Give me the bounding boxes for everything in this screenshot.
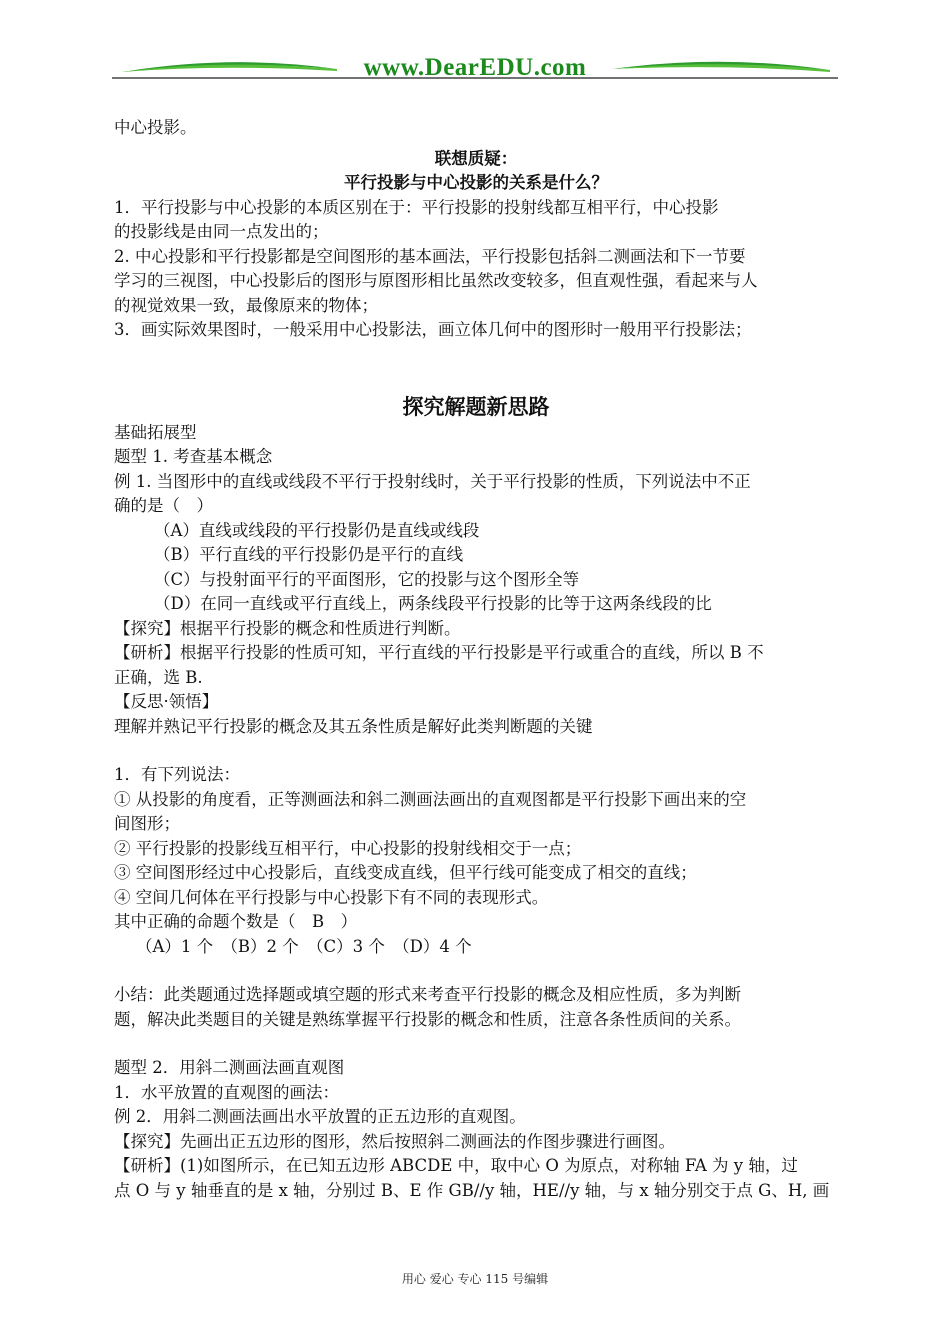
text-line: ④ 空间几何体在平行投影与中心投影下有不同的表现形式。 (114, 887, 549, 907)
text-line: 【研析】根据平行投影的性质可知，平行直线的平行投影是平行或重合的直线，所以 B 不 (114, 643, 764, 662)
spacer (114, 1032, 838, 1056)
spacer (114, 739, 838, 763)
spacer (114, 959, 838, 983)
text-line: 题，解决此类题目的关键是熟练掌握平行投影的概念和性质，注意各条性质间的关系。 (114, 1009, 741, 1029)
text-line: 点 O 与 y 轴垂直的是 x 轴，分别过 B、E 作 GB//y 轴，HE//y 轴，与 x 轴分别交于点 G、H, 画 (114, 1180, 830, 1200)
subheading: 联想质疑： (434, 148, 518, 168)
text-line: 1．有下列说法： (114, 765, 240, 784)
text-line: 【反思·领悟】 (114, 692, 219, 711)
text-line: 题型 1. 考查基本概念 (114, 447, 273, 466)
document-body (114, 116, 838, 1203)
section-title: 探究解题新思路 (402, 393, 550, 419)
text-line: 例 1. 当图形中的直线或线段不平行于投射线时，关于平行投影的性质，下列说法中不正 (114, 471, 751, 491)
text-line: 题型 2．用斜二测画法画直观图 (114, 1058, 345, 1077)
site-url-logo[interactable]: www.DearEDU.com (363, 54, 587, 81)
text-line: 【研析】(1)如图所示，在已知五边形 ABCDE 中，取中心 O 为原点，对称轴 FA 为 y 轴，过 (114, 1156, 798, 1175)
text-line: 【探究】根据平行投影的概念和性质进行判断。 (114, 618, 461, 638)
page-footer: 用心 爱心 专心 115 号编辑 (401, 1272, 549, 1286)
choice-d: （D）在同一直线或平行直线上，两条线段平行投影的比等于这两条线段的比 (154, 594, 712, 613)
text-line: 1．水平放置的直观图的画法： (114, 1082, 339, 1102)
site-header (112, 50, 838, 88)
text-line: 正确，选 B. (114, 667, 203, 687)
text-line: 确的是（ ） (114, 496, 213, 515)
spacer (114, 343, 838, 393)
text-line: 例 2．用斜二测画法画出水平放置的正五边形的直观图。 (114, 1107, 526, 1126)
text-line: 【探究】先画出正五边形的图形，然后按照斜二测画法的作图步骤进行画图。 (114, 1131, 675, 1151)
text-line: 学习的三视图，中心投影后的图形与原图形相比虽然改变较多，但直观性强，看起来与人 (114, 271, 758, 290)
text-line: 基础拓展型 (114, 422, 197, 442)
text-line: 其中正确的命题个数是（ B ） (114, 912, 358, 931)
choices-row: （A）1 个 （B）2 个 （C）3 个 （D）4 个 (136, 936, 472, 956)
text-line: 的视觉效果一致，最像原来的物体； (114, 295, 378, 315)
choice-c: （C）与投射面平行的平面图形，它的投影与这个图形全等 (154, 569, 580, 589)
text-line: 3．画实际效果图时，一般采用中心投影法，画立体几何中的图形时一般用平行投影法； (114, 320, 752, 339)
text-line: 间图形； (114, 814, 180, 833)
text-line: ② 平行投影的投影线互相平行，中心投影的投射线相交于一点； (114, 838, 582, 858)
choice-b: （B）平行直线的平行投影仍是平行的直线 (154, 545, 464, 564)
text-line: 理解并熟记平行投影的概念及其五条性质是解好此类判断题的关键 (114, 716, 593, 736)
subheading: 平行投影与中心投影的关系是什么？ (344, 173, 608, 192)
choice-a: （A）直线或线段的平行投影仍是直线或线段 (154, 520, 480, 540)
text-line: 小结：此类题通过选择题或填空题的形式来考查平行投影的概念及相应性质，多为判断 (114, 985, 741, 1004)
text-line: 中心投影。 (114, 118, 197, 137)
text-line: ③ 空间图形经过中心投影后，直线变成直线，但平行线可能变成了相交的直线； (114, 863, 697, 882)
text-line: 的投影线是由同一点发出的； (114, 222, 329, 241)
text-line: 1．平行投影与中心投影的本质区别在于：平行投影的投射线都互相平行，中心投影 (114, 197, 719, 217)
text-line: 2. 中心投影和平行投影都是空间图形的基本画法，平行投影包括斜二测画法和下一节要 (114, 246, 746, 266)
text-line: ① 从投影的角度看，正等测画法和斜二测画法画出的直观图都是平行投影下画出来的空 (114, 789, 747, 809)
